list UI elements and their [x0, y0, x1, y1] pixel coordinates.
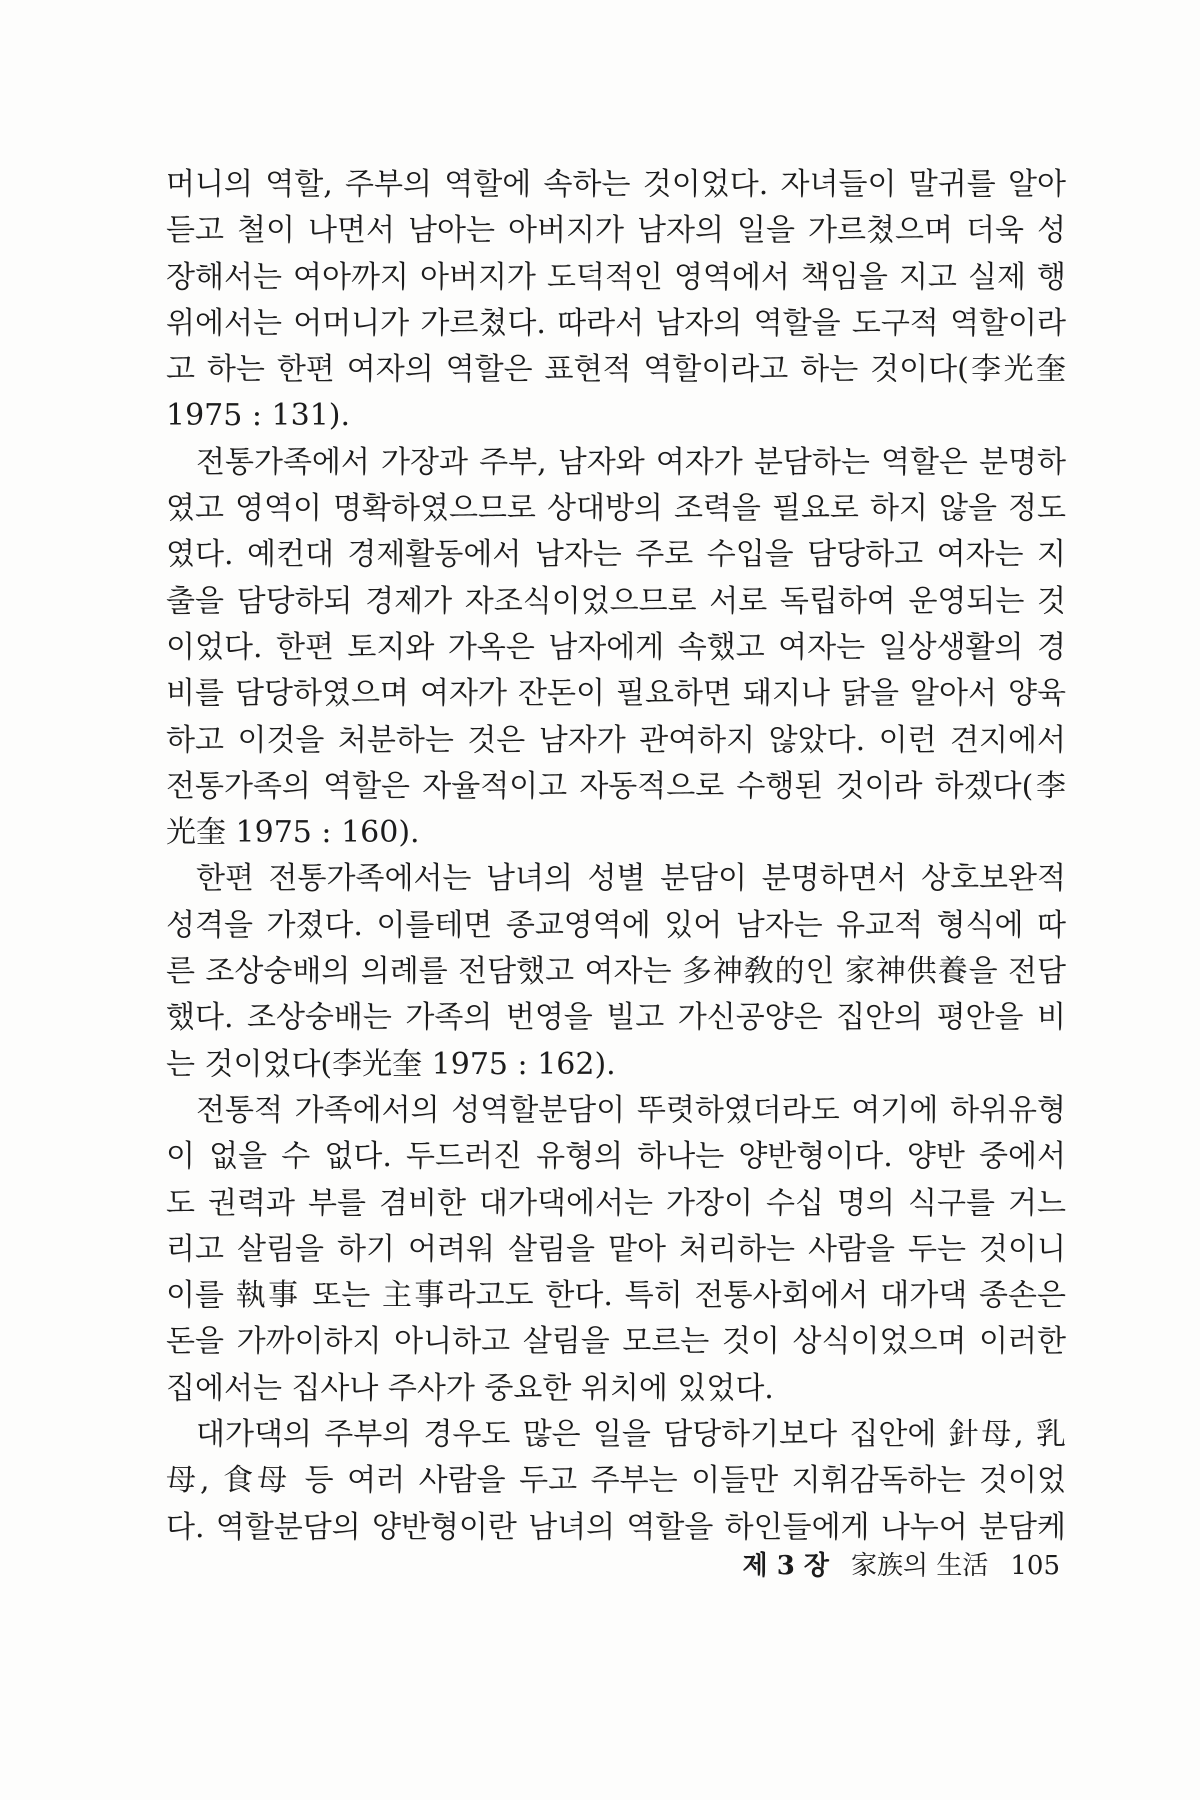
chapter-label: 제 3 장 — [742, 1551, 829, 1581]
text-line: 이었다. 한편 토지와 가옥은 남자에게 속했고 여자는 일상생활의 경 — [166, 629, 1066, 665]
text-line: 리고 살림을 하기 어려워 살림을 맡아 처리하는 사람을 두는 것이니 — [166, 1231, 1066, 1267]
text-line: 비를 담당하였으며 여자가 잔돈이 필요하면 돼지나 닭을 알아서 양육 — [166, 676, 1066, 712]
text-line: 성격을 가졌다. 이를테면 종교영역에 있어 남자는 유교적 형식에 따 — [166, 907, 1066, 943]
text-line: 였다. 예컨대 경제활동에서 남자는 주로 수입을 담당하고 여자는 지 — [166, 537, 1066, 573]
text-line: 이를 執事 또는 主事라고도 한다. 특히 전통사회에서 대가댁 종손은 — [166, 1278, 1066, 1314]
text-line: 光奎 1975 : 160). — [166, 815, 420, 851]
text-line: 위에서는 어머니가 가르쳤다. 따라서 남자의 역할을 도구적 역할이라 — [166, 305, 1066, 341]
text-line: 母, 食母 등 여러 사람을 두고 주부는 이들만 지휘감독하는 것이었 — [166, 1463, 1066, 1499]
text-line: 했다. 조상숭배는 가족의 번영을 빌고 가신공양은 집안의 평안을 비 — [166, 1000, 1066, 1036]
section-title: 家族의 生活 — [850, 1551, 989, 1581]
paragraph-3 — [166, 856, 1066, 1087]
text-line: 돈을 가까이하지 아니하고 살림을 모르는 것이 상식이었으며 이러한 — [166, 1324, 1066, 1360]
text-line: 장해서는 여아까지 아버지가 도덕적인 영역에서 책임을 지고 실제 행 — [166, 259, 1066, 295]
text-line: 하고 이것을 처분하는 것은 남자가 관여하지 않았다. 이런 견지에서 — [166, 722, 1066, 758]
text-line: 고 하는 한편 여자의 역할은 표현적 역할이라고 하는 것이다(李光奎 — [166, 352, 1066, 388]
paragraph-5 — [166, 1412, 1066, 1551]
page-footer — [716, 1546, 1060, 1586]
text-line: 전통가족의 역할은 자율적이고 자동적으로 수행된 것이라 하겠다(李 — [166, 768, 1066, 804]
text-line: 집에서는 집사나 주사가 중요한 위치에 있었다. — [166, 1370, 774, 1406]
text-line: 였고 영역이 명확하였으므로 상대방의 조력을 필요로 하지 않을 정도 — [166, 491, 1066, 527]
body-text — [166, 162, 1066, 1551]
text-line: 는 것이었다(李光奎 1975 : 162). — [166, 1046, 616, 1082]
text-line: 머니의 역할, 주부의 역할에 속하는 것이었다. 자녀들이 말귀를 알아 — [166, 167, 1066, 202]
text-line: 한편 전통가족에서는 남녀의 성별 분담이 분명하면서 상호보완적 — [196, 861, 1066, 897]
page-number: 105 — [1010, 1551, 1060, 1581]
text-line: 대가댁의 주부의 경우도 많은 일을 담당하기보다 집안에 針母, 乳 — [196, 1417, 1066, 1453]
text-line: 출을 담당하되 경제가 자조식이었으므로 서로 독립하여 운영되는 것 — [166, 583, 1066, 619]
paragraph-2 — [166, 440, 1066, 857]
text-line: 이 없을 수 없다. 두드러진 유형의 하나는 양반형이다. 양반 중에서 — [166, 1139, 1066, 1175]
text-line: 듣고 철이 나면서 남아는 아버지가 남자의 일을 가르쳤으며 더욱 성 — [166, 213, 1066, 249]
text-line: 다. 역할분담의 양반형이란 남녀의 역할을 하인들에게 나누어 분담케 — [166, 1509, 1066, 1545]
text-line: 1975 : 131). — [166, 398, 351, 434]
text-line: 른 조상숭배의 의례를 전담했고 여자는 多神敎的인 家神供養을 전담 — [166, 954, 1066, 990]
text-line: 전통가족에서 가장과 주부, 남자와 여자가 분담하는 역할은 분명하 — [196, 444, 1066, 480]
paragraph-4 — [166, 1088, 1066, 1412]
paragraph-1 — [166, 162, 1066, 440]
text-line: 전통적 가족에서의 성역할분담이 뚜렷하였더라도 여기에 하위유형 — [196, 1092, 1066, 1128]
text-line: 도 권력과 부를 겸비한 대가댁에서는 가장이 수십 명의 식구를 거느 — [166, 1185, 1066, 1221]
